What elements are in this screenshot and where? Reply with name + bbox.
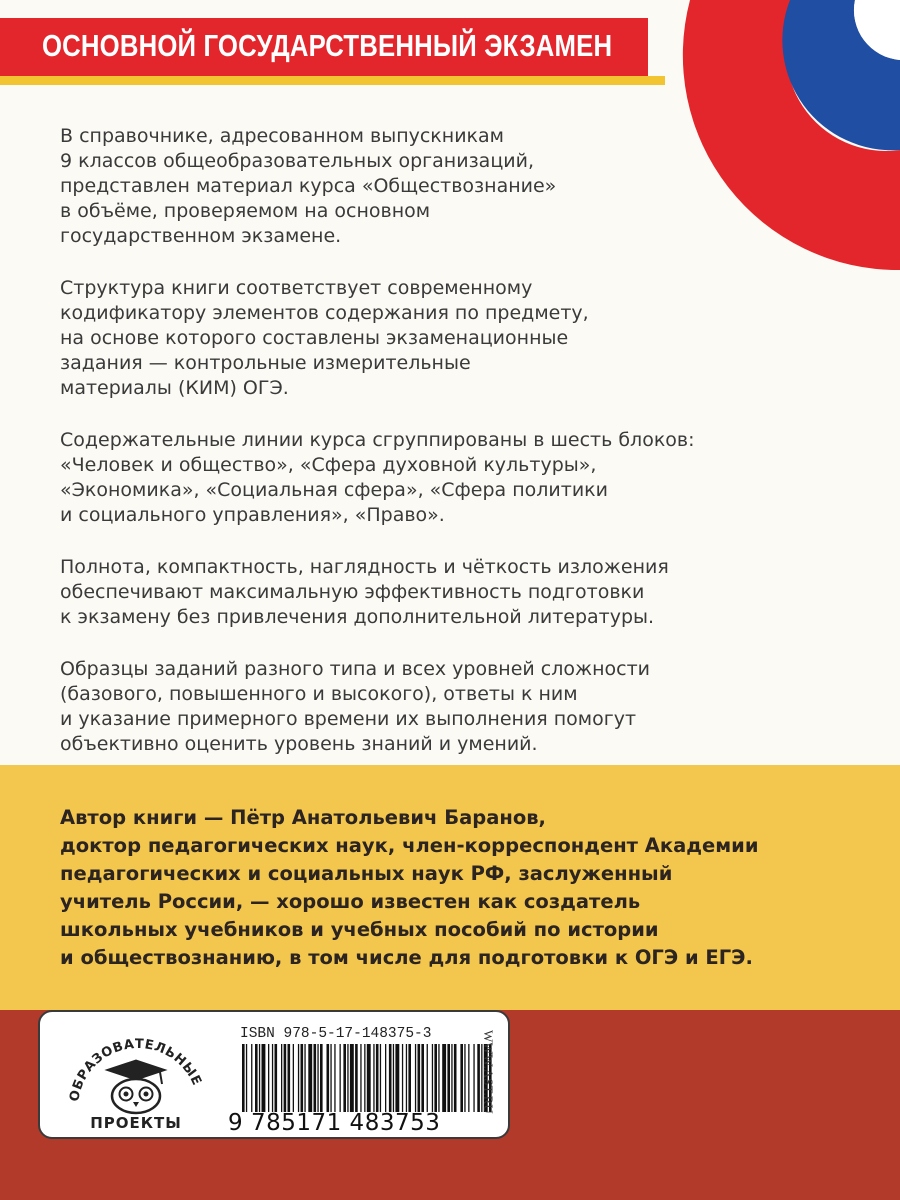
- barcode-bar: [334, 1044, 335, 1112]
- logo-arc-text: ОБРАЗОВАТЕЛЬНЫЕ: [67, 1036, 205, 1103]
- barcode-bar: [272, 1044, 273, 1112]
- barcode-bar: [262, 1044, 266, 1112]
- barcode-bar: [447, 1044, 450, 1112]
- barcode-bar: [350, 1044, 354, 1112]
- barcode-bar: [301, 1044, 304, 1112]
- barcode-bar: [293, 1044, 294, 1112]
- barcode-bar: [373, 1044, 374, 1112]
- barcode-bar: [281, 1044, 282, 1112]
- barcode-bar: [330, 1044, 331, 1112]
- barcode-bar: [304, 1044, 305, 1112]
- header-rule: [0, 76, 665, 85]
- barcode-bar: [340, 1044, 341, 1112]
- description-paragraph: В справочнике, адресованном выпускникам 9 классов общеобразовательных организаций, представлен материал курса «Обществознание» в объёме, проверяемом на основном государственном экзамене.: [60, 125, 557, 247]
- barcode-panel: [38, 1010, 510, 1139]
- barcode-bar: [464, 1044, 465, 1112]
- barcode-bar: [468, 1044, 469, 1112]
- series-title: ОСНОВНОЙ ГОСУДАРСТВЕННЫЙ ЭКЗАМЕН: [42, 28, 613, 63]
- barcode-bar: [347, 1044, 348, 1112]
- barcode-bar: [320, 1044, 323, 1112]
- barcode-bar: [298, 1044, 299, 1112]
- barcode-bar: [432, 1044, 433, 1112]
- barcode-bar: [288, 1044, 291, 1112]
- barcode-bar: [367, 1044, 371, 1112]
- barcode-bar: [406, 1044, 407, 1112]
- barcode-bar: [421, 1044, 424, 1112]
- barcode-bar: [473, 1044, 474, 1112]
- description-paragraph: Образцы заданий разного типа и всех уровней сложности (базового, повышенного и высокого), ответы к ним и указание примерного времени их выполнения помогут объективно оценить уровень знаний и умений.: [60, 658, 651, 755]
- barcode-bar: [385, 1044, 386, 1112]
- barcode-bar: [242, 1044, 245, 1112]
- barcode-bar: [259, 1044, 260, 1112]
- barcode-bar: [275, 1044, 278, 1112]
- barcode-bar: [434, 1044, 437, 1112]
- description-paragraph: Структура книги соответствует современному кодификатору элементов содержания по предмету, на основе которого составлены экзаменационные задания — контрольные измерительные материалы (КИМ) ОГЭ.: [60, 277, 589, 399]
- barcode-bar: [317, 1044, 318, 1112]
- barcode-bar: [251, 1044, 252, 1112]
- barcode-bar: [408, 1044, 411, 1112]
- barcode-bar: [415, 1044, 416, 1112]
- barcode-bar: [402, 1044, 403, 1112]
- barcode-bar: [454, 1044, 457, 1112]
- barcode-bars: [240, 1044, 495, 1112]
- barcode-bar: [427, 1044, 428, 1112]
- description-paragraph: Содержательные линии курса сгруппированы в шесть блоков: «Человек и общество», «Сфера духовной культуры», «Экономика», «Социальная сфера», «Сфера политики и социального управления», «Право».: [60, 429, 695, 526]
- barcode-bar: [376, 1044, 379, 1112]
- description-block: [60, 124, 740, 784]
- barcode-bar: [389, 1044, 392, 1112]
- barcode-bar: [314, 1044, 317, 1112]
- barcode-bar: [355, 1044, 358, 1112]
- barcode-digits: 9 785171 483753: [228, 1110, 441, 1136]
- barcode-bar: [246, 1044, 247, 1112]
- barcode-bar: [460, 1044, 463, 1112]
- barcode-bar: [395, 1044, 399, 1112]
- description-paragraph: Полнота, компактность, наглядность и чёткость изложения обеспечивают максимальную эффективность подготовки к экзамену без привлечения дополнительной литературы.: [60, 556, 669, 628]
- barcode-bar: [268, 1044, 269, 1112]
- barcode-bar: [327, 1044, 330, 1112]
- publisher-logo: [48, 1016, 224, 1134]
- author-bio: Автор книги — Пётр Анатольевич Баранов, доктор педагогических наук, член-корреспондент Академии педагогических и социальных наук РФ, заслуженный учитель России, — хорошо известен как создатель школьных учебников и учебных пособий по истории и обществознанию, в том числе для подготовки к ОГЭ и ЕГЭ.: [60, 806, 759, 969]
- barcode-bar: [442, 1044, 446, 1112]
- barcode-bar: [308, 1044, 312, 1112]
- barcode-bar: [364, 1044, 365, 1112]
- barcode-bar: [343, 1044, 346, 1112]
- barcode-bar: [284, 1044, 287, 1112]
- barcode-bar: [418, 1044, 421, 1112]
- barcode-bar: [380, 1044, 381, 1112]
- barcode-bar: [451, 1044, 452, 1112]
- website-label: WWW.AST.RU: [481, 1030, 496, 1114]
- isbn-label: ISBN 978-5-17-148375-3: [240, 1026, 432, 1042]
- barcode-bar: [360, 1044, 361, 1112]
- barcode-bar: [255, 1044, 258, 1112]
- barcode-bar: [393, 1044, 394, 1112]
- logo-bottom-text: ПРОЕКТЫ: [90, 1114, 182, 1132]
- barcode-bar: [438, 1044, 439, 1112]
- owl-icon: [106, 1060, 166, 1113]
